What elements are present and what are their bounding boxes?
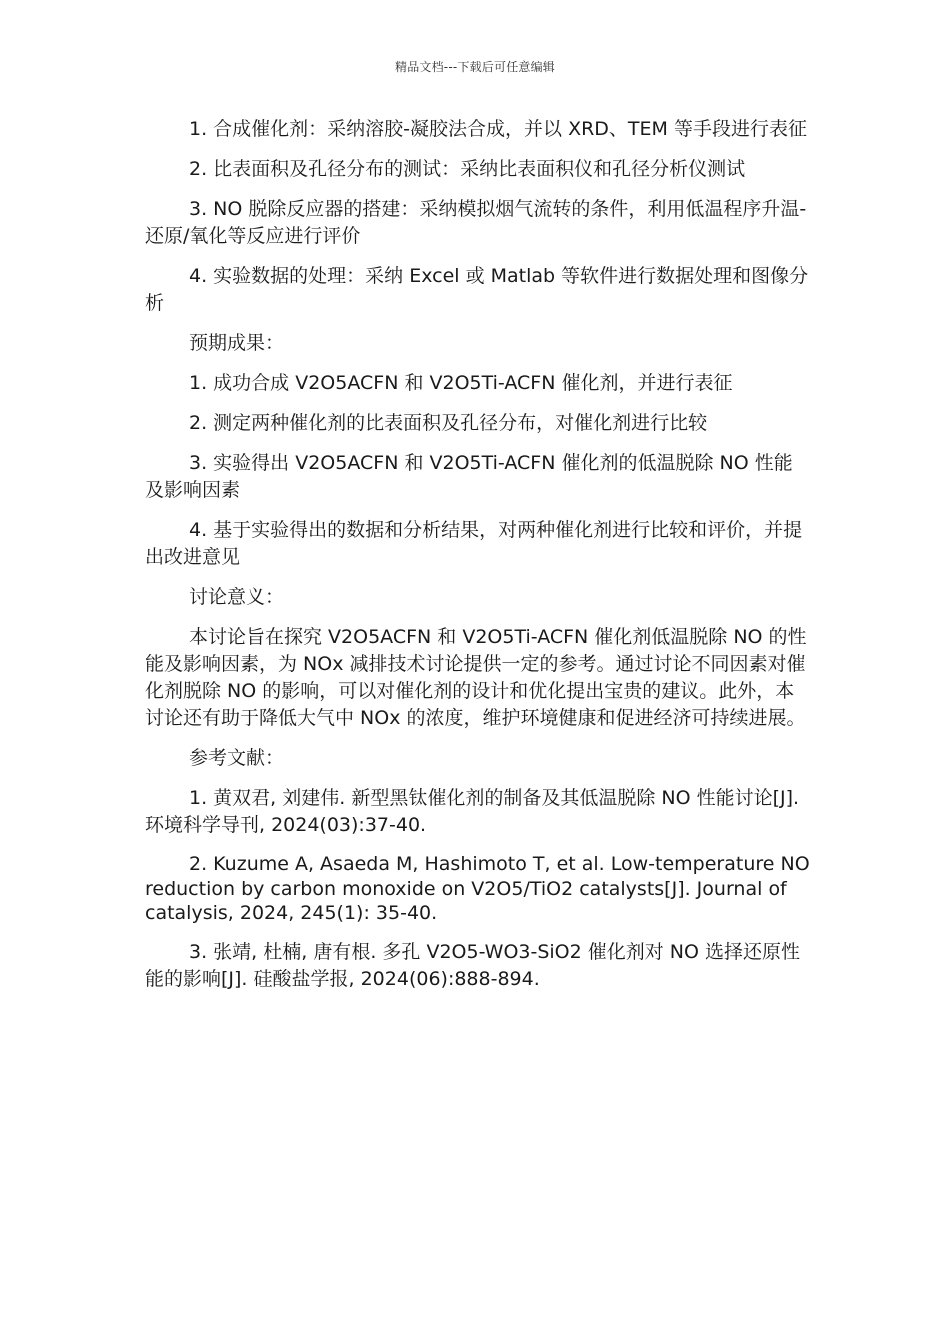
reference-item-3: 3. 张靖, 杜楠, 唐有根. 多孔 V2O5-WO3-SiO2 催化剂对 NO 选择还原性能的影响[J]. 硅酸盐学报, 2024(06):888-894. [145,940,801,990]
outcome-item-4: 4. 基于实验得出的数据和分析结果，对两种催化剂进行比较和评价，并提出改进意见 [145,519,803,568]
outcome-item-1: 1. 成功合成 V2O5ACFN 和 V2O5Ti-ACFN 催化剂，并进行表征 [189,372,733,394]
outcome-item-3: 3. 实验得出 V2O5ACFN 和 V2O5Ti-ACFN 催化剂的低温脱除 NO 性能及影响因素 [145,452,793,501]
reference-item-2: 2. Kuzume A, Asaeda M, Hashimoto T, et al. Low-temperature NO reduction by carbon monoxide on V2O5/TiO2 catalysts[J]. Journal of catalysis, 2024, 245(1): 35-40. [145,853,810,924]
method-item-4: 4. 实验数据的处理：采纳 Excel 或 Matlab 等软件进行数据处理和图像分析 [145,265,809,314]
outcome-item-2: 2. 测定两种催化剂的比表面积及孔径分布，对催化剂进行比较 [189,412,708,434]
significance-heading: 讨论意义： [189,586,285,608]
outcomes-heading: 预期成果： [189,332,285,354]
document-body [145,116,810,1006]
significance-body: 本讨论旨在探究 V2O5ACFN 和 V2O5Ti-ACFN 催化剂低温脱除 NO 的性能及影响因素，为 NOx 减排技术讨论提供一定的参考。通过讨论不同因素对催化剂脱除 NO 的影响，可以对催化剂的设计和优化提出宝贵的建议。此外，本讨论还有助于降低大气中 NOx 的浓度，维护环境健康和促进经济可持续进展。 [145,626,807,729]
method-item-1: 1. 合成催化剂：采纳溶胶-凝胶法合成，并以 XRD、TEM 等手段进行表征 [189,118,807,140]
references-heading: 参考文献： [189,747,285,769]
reference-item-1: 1. 黄双君, 刘建伟. 新型黑钛催化剂的制备及其低温脱除 NO 性能讨论[J]. 环境科学导刊, 2024(03):37-40. [145,787,800,836]
method-item-2: 2. 比表面积及孔径分布的测试：采纳比表面积仪和孔径分析仪测试 [189,158,746,180]
method-item-3: 3. NO 脱除反应器的搭建：采纳模拟烟气流转的条件，利用低温程序升温-还原/氧化等反应进行评价 [145,198,807,247]
page-header: 精品文档---下载后可任意编辑 [395,60,555,74]
